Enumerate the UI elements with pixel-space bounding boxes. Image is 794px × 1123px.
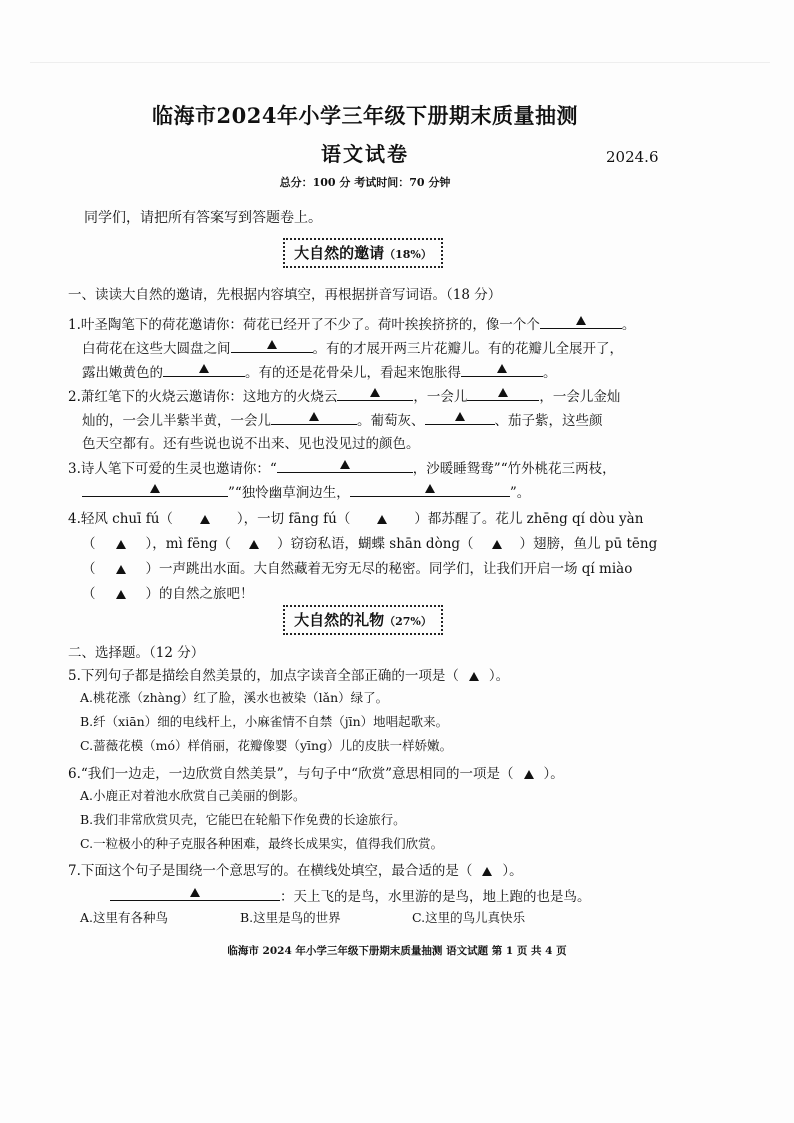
section-box-pct: （27%）: [384, 615, 432, 628]
section-box-pct: （18%）: [384, 248, 432, 261]
q2-line3: 色天空都有。还有些说也说不出来、见也没见过的颜色。: [82, 436, 420, 452]
q7-stem: 7.下面这个句子是围绕一个意思写的。在横线处填空，最合适的是（ ）。: [68, 863, 523, 879]
answer-paren[interactable]: [474, 536, 520, 552]
answer-paren[interactable]: [173, 511, 237, 527]
triangle-icon: [267, 340, 277, 349]
q5-option-c[interactable]: C.蔷薇花模（mó）样俏丽，花瓣像婴（yīng）儿的皮肤一样娇嫩。: [80, 738, 453, 753]
answer-paren[interactable]: [231, 536, 277, 552]
section-box-gift: [283, 605, 443, 635]
answer-blank[interactable]: [467, 384, 539, 401]
q5-option-a[interactable]: A.桃花涨（zhàng）红了脸，溪水也被染（lǎn）绿了。: [80, 690, 389, 705]
q2-line2: 灿的，一会儿半紫半黄，一会儿 。葡萄灰、 、茄子紫，这些颜: [82, 408, 603, 429]
triangle-icon: [492, 540, 502, 549]
q4-line3: （ ）一声跳出水面。大自然藏着无穷无尽的秘密。同学们，让我们开启一场 qí miào: [82, 561, 633, 577]
exam-title: 临海市2024年小学三年级下册期末质量抽测: [152, 103, 578, 128]
triangle-icon: [524, 770, 534, 779]
q6-option-b[interactable]: B.我们非常欣赏贝壳，它能巴在轮船下作免费的长途旅行。: [80, 812, 406, 827]
triangle-icon: [370, 388, 380, 397]
answer-paren[interactable]: [514, 766, 544, 782]
section-box-label: 大自然的礼物: [294, 611, 385, 629]
triangle-icon: [425, 484, 435, 493]
q4-line1: 4.轻风 chuī fú（ ），一切 fāng fú（ ）都苏醒了。花儿 zhēng qí dòu yàn: [68, 511, 644, 527]
exam-meta: 总分：100 分 考试时间：70 分钟: [279, 176, 451, 189]
triangle-icon: [377, 515, 387, 524]
section2-heading: 二、选择题。（12 分）: [68, 645, 205, 661]
answer-blank[interactable]: [110, 884, 280, 901]
triangle-icon: [190, 888, 200, 897]
answer-blank[interactable]: [461, 360, 543, 377]
q1-line2: 白荷花在这些大圆盘之间 。有的才展开两三片花瓣儿。有的花瓣儿全展开了，: [82, 336, 623, 357]
q5-option-b[interactable]: B.纤（xiān）细的电线杆上，小麻雀情不自禁（jīn）地唱起歌来。: [80, 714, 449, 729]
answer-blank[interactable]: [540, 312, 622, 329]
answer-paren[interactable]: [96, 536, 146, 552]
exam-date: 2024.6: [606, 148, 659, 166]
q6-option-a[interactable]: A.小鹿正对着池水欣赏自己美丽的倒影。: [80, 788, 306, 803]
section1-heading: 一、读读大自然的邀请，先根据内容填空，再根据拼音写词语。（18 分）: [68, 287, 502, 303]
q5-stem: 5.下列句子都是描绘自然美景的，加点字读音全部正确的一项是（ ）。: [68, 668, 510, 684]
answer-blank[interactable]: [350, 480, 510, 497]
q7-option-c[interactable]: C.这里的鸟儿真快乐: [412, 910, 526, 925]
triangle-icon: [116, 540, 126, 549]
q6-stem: 6.“我们一边走，一边欣赏自然美景”，与句子中“欣赏”意思相同的一项是（ ）。: [68, 766, 564, 782]
triangle-icon: [116, 565, 126, 574]
exam-notice: 同学们，请把所有答案写到答题卷上。: [84, 210, 322, 226]
q3-line1: 3.诗人笔下可爱的生灵也邀请你：“ ，沙暖睡鸳鸯”“竹外桃花三两枝，: [68, 456, 616, 477]
triangle-icon: [497, 364, 507, 373]
answer-paren[interactable]: [472, 863, 502, 879]
triangle-icon: [340, 460, 350, 469]
q3-line2: ”“独怜幽草涧边生， ”。: [82, 480, 530, 501]
q7-option-b[interactable]: B.这里是鸟的世界: [240, 910, 341, 925]
triangle-icon: [309, 412, 319, 421]
q7-sentence: ：天上飞的是鸟，水里游的是鸟，地上跑的也是鸟。: [110, 884, 591, 905]
q1-line3: 露出嫩黄色的 。有的还是花骨朵儿，看起来饱胀得 。: [82, 360, 557, 381]
triangle-icon: [150, 484, 160, 493]
section-box-invitation: [283, 238, 443, 268]
answer-paren[interactable]: [96, 586, 146, 602]
q1-line1: 1.叶圣陶笔下的荷花邀请你：荷花已经开了不少了。荷叶挨挨挤挤的，像一个个 。: [68, 312, 635, 333]
answer-blank[interactable]: [425, 408, 495, 425]
triangle-icon: [469, 672, 479, 681]
exam-subtitle: 语文试卷: [321, 142, 409, 166]
answer-blank[interactable]: [271, 408, 357, 425]
triangle-icon: [498, 388, 508, 397]
q4-line2: （ ），mì fēng（ ）窃窃私语，蝴蝶 shān dòng（ ）翅膀，鱼儿 pū tēng: [82, 536, 658, 552]
q7-option-a[interactable]: A.这里有各种鸟: [80, 910, 169, 925]
answer-blank[interactable]: [337, 384, 413, 401]
answer-blank[interactable]: [231, 336, 313, 353]
answer-blank[interactable]: [163, 360, 245, 377]
answer-blank[interactable]: [82, 480, 228, 497]
triangle-icon: [455, 412, 465, 421]
answer-blank[interactable]: [277, 456, 413, 473]
triangle-icon: [482, 867, 492, 876]
triangle-icon: [249, 540, 259, 549]
answer-paren[interactable]: [350, 511, 414, 527]
q6-option-c[interactable]: C.一粒极小的种子克服各种困难，最终长成果实，值得我们欣赏。: [80, 836, 444, 851]
answer-paren[interactable]: [96, 561, 146, 577]
triangle-icon: [200, 515, 210, 524]
triangle-icon: [199, 364, 209, 373]
q4-line4: （ ）的自然之旅吧！: [82, 586, 254, 602]
triangle-icon: [576, 316, 586, 325]
q2-line1: 2.萧红笔下的火烧云邀请你：这地方的火烧云 ，一会儿 ，一会儿金灿: [68, 384, 620, 405]
answer-paren[interactable]: [459, 668, 489, 684]
section-box-label: 大自然的邀请: [294, 244, 385, 262]
page-footer: 临海市 2024 年小学三年级下册期末质量抽测 语文试题 第 1 页 共 4 页: [227, 945, 567, 957]
triangle-icon: [116, 590, 126, 599]
scan-artifact: [30, 62, 770, 63]
